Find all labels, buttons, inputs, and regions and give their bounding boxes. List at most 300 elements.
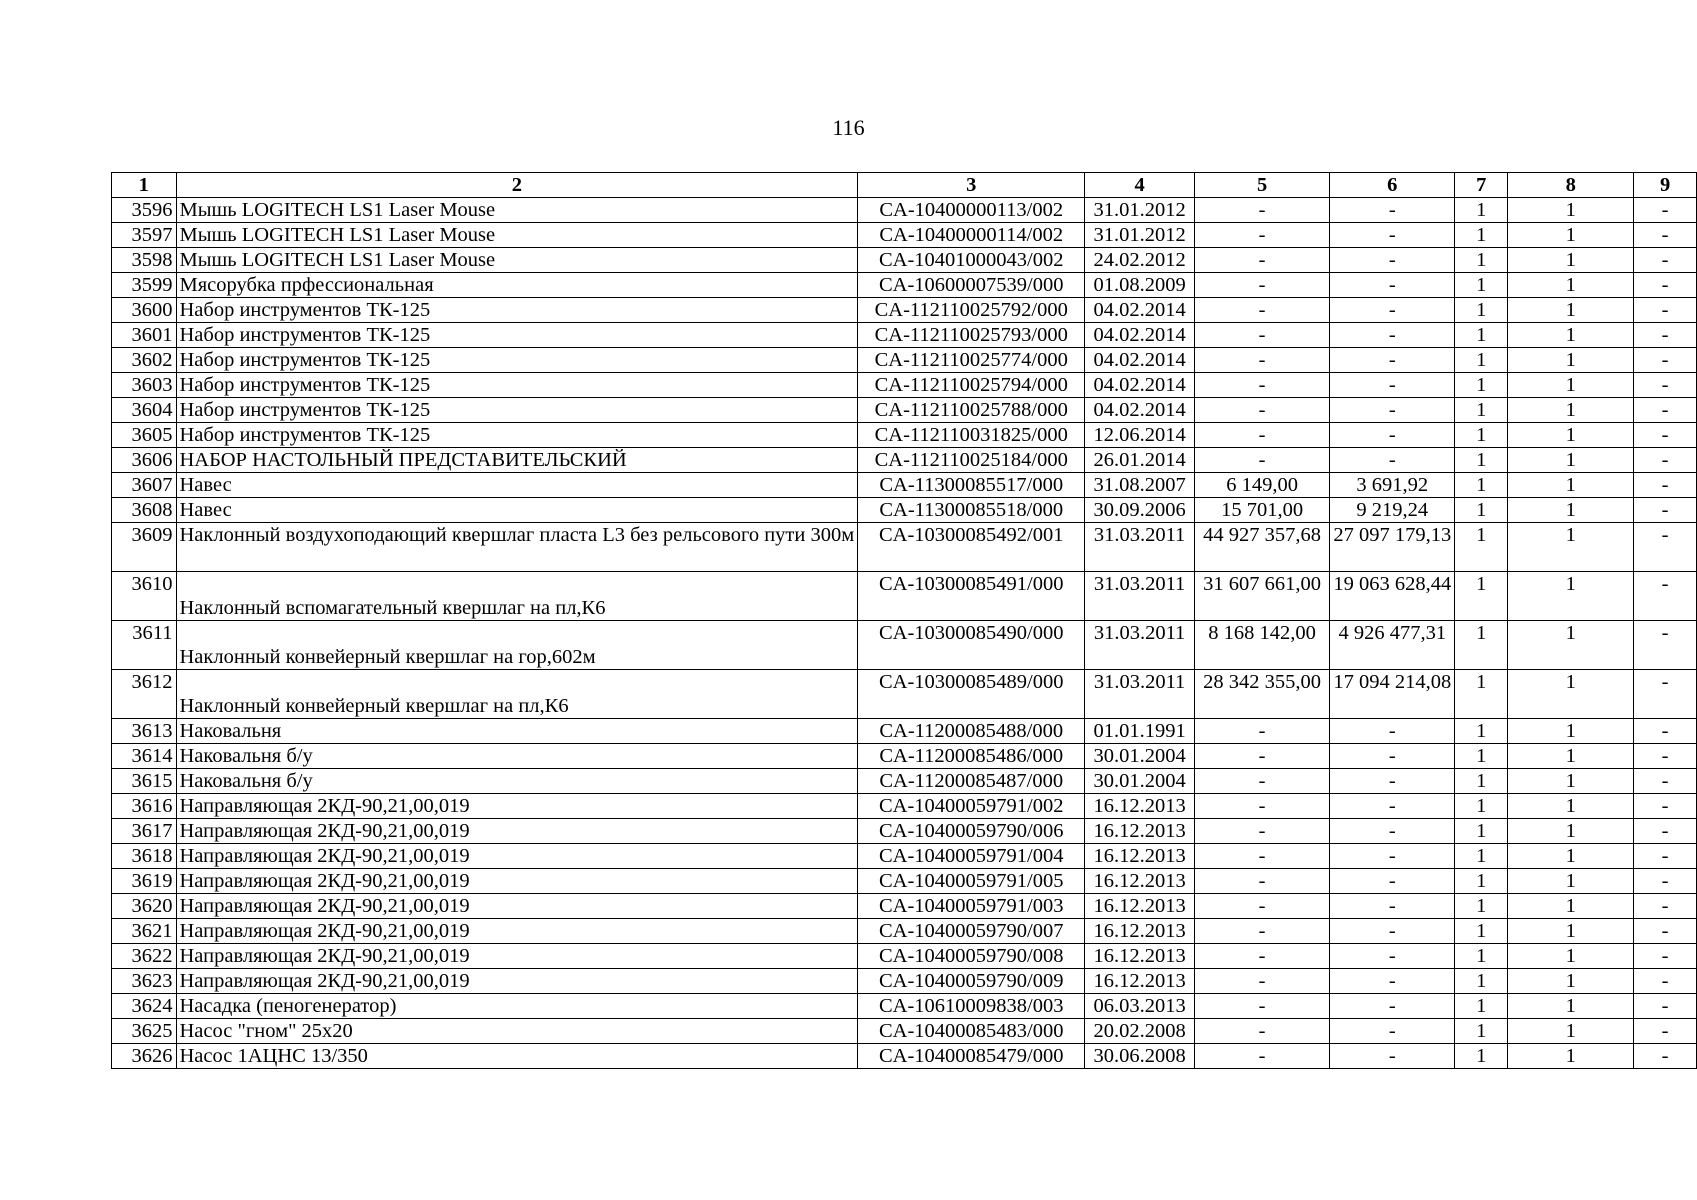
cost-cell: -	[1194, 869, 1329, 894]
qty-actual-cell: 1	[1508, 994, 1634, 1019]
item-name: Наковальня	[176, 719, 858, 744]
note-cell: -	[1634, 572, 1697, 621]
cost-cell: -	[1194, 944, 1329, 969]
table-row	[112, 273, 1697, 298]
qty-cell: 1	[1455, 223, 1508, 248]
note-cell: -	[1634, 621, 1697, 670]
item-name: Наковальня б/у	[176, 769, 858, 794]
date-cell: 16.12.2013	[1085, 819, 1195, 844]
date-cell: 31.03.2011	[1085, 670, 1195, 719]
date-cell: 16.12.2013	[1085, 794, 1195, 819]
item-name: Наклонный воздухоподающий квершлаг пласта L3 без рельсового пути 300м	[176, 523, 858, 572]
qty-actual-cell: 1	[1508, 1044, 1634, 1069]
qty-actual-cell: 1	[1508, 398, 1634, 423]
qty-cell: 1	[1455, 1019, 1508, 1044]
note-cell: -	[1634, 994, 1697, 1019]
residual-cell: 9 219,24	[1330, 498, 1455, 523]
note-cell: -	[1634, 398, 1697, 423]
cost-cell: -	[1194, 223, 1329, 248]
residual-cell: -	[1330, 1019, 1455, 1044]
column-header: 6	[1330, 173, 1455, 198]
note-cell: -	[1634, 423, 1697, 448]
qty-cell: 1	[1455, 944, 1508, 969]
inventory-code: CA-11200085486/000	[858, 744, 1085, 769]
cost-cell: -	[1194, 448, 1329, 473]
qty-cell: 1	[1455, 869, 1508, 894]
row-number: 3600	[112, 298, 177, 323]
table-row	[112, 323, 1697, 348]
qty-cell: 1	[1455, 572, 1508, 621]
inventory-code: CA-112110031825/000	[858, 423, 1085, 448]
item-name: Набор инструментов ТК-125	[176, 423, 858, 448]
cost-cell: -	[1194, 719, 1329, 744]
note-cell: -	[1634, 473, 1697, 498]
residual-cell: -	[1330, 198, 1455, 223]
page-number: 116	[832, 115, 865, 140]
residual-cell: -	[1330, 373, 1455, 398]
item-name: Направляющая 2КД-90,21,00,019	[176, 844, 858, 869]
qty-cell: 1	[1455, 719, 1508, 744]
cost-cell: 44 927 357,68	[1194, 523, 1329, 572]
cost-cell: -	[1194, 744, 1329, 769]
inventory-code: CA-10401000043/002	[858, 248, 1085, 273]
cost-cell: -	[1194, 969, 1329, 994]
inventory-code: CA-112110025774/000	[858, 348, 1085, 373]
cost-cell: -	[1194, 1044, 1329, 1069]
date-cell: 31.03.2011	[1085, 621, 1195, 670]
date-cell: 20.02.2008	[1085, 1019, 1195, 1044]
qty-cell: 1	[1455, 373, 1508, 398]
date-cell: 01.01.1991	[1085, 719, 1195, 744]
note-cell: -	[1634, 323, 1697, 348]
qty-cell: 1	[1455, 323, 1508, 348]
note-cell: -	[1634, 273, 1697, 298]
item-name: Направляющая 2КД-90,21,00,019	[176, 919, 858, 944]
inventory-code: CA-10400059791/005	[858, 869, 1085, 894]
table-row	[112, 844, 1697, 869]
note-cell: -	[1634, 794, 1697, 819]
column-header: 3	[858, 173, 1085, 198]
note-cell: -	[1634, 223, 1697, 248]
date-cell: 04.02.2014	[1085, 373, 1195, 398]
column-header: 4	[1085, 173, 1195, 198]
table-row	[112, 670, 1697, 719]
inventory-code: CA-10400059791/003	[858, 894, 1085, 919]
residual-cell: -	[1330, 844, 1455, 869]
item-name: Направляющая 2КД-90,21,00,019	[176, 969, 858, 994]
qty-cell: 1	[1455, 523, 1508, 572]
note-cell: -	[1634, 844, 1697, 869]
note-cell: -	[1634, 819, 1697, 844]
qty-actual-cell: 1	[1508, 844, 1634, 869]
inventory-code: CA-11300085517/000	[858, 473, 1085, 498]
qty-actual-cell: 1	[1508, 819, 1634, 844]
cost-cell: -	[1194, 198, 1329, 223]
qty-cell: 1	[1455, 919, 1508, 944]
residual-cell: -	[1330, 794, 1455, 819]
inventory-code: CA-10400085479/000	[858, 1044, 1085, 1069]
note-cell: -	[1634, 448, 1697, 473]
residual-cell: -	[1330, 348, 1455, 373]
row-number: 3597	[112, 223, 177, 248]
column-header: 5	[1194, 173, 1329, 198]
date-cell: 04.02.2014	[1085, 348, 1195, 373]
row-number: 3602	[112, 348, 177, 373]
note-cell: -	[1634, 919, 1697, 944]
table-row	[112, 719, 1697, 744]
item-name: Набор инструментов ТК-125	[176, 298, 858, 323]
column-header: 8	[1508, 173, 1634, 198]
qty-cell: 1	[1455, 994, 1508, 1019]
inventory-code: CA-10300085490/000	[858, 621, 1085, 670]
cost-cell: -	[1194, 398, 1329, 423]
date-cell: 16.12.2013	[1085, 969, 1195, 994]
row-number: 3603	[112, 373, 177, 398]
cost-cell: -	[1194, 423, 1329, 448]
inventory-code: CA-112110025788/000	[858, 398, 1085, 423]
cost-cell: 31 607 661,00	[1194, 572, 1329, 621]
row-number: 3620	[112, 894, 177, 919]
residual-cell: -	[1330, 1044, 1455, 1069]
qty-actual-cell: 1	[1508, 348, 1634, 373]
note-cell: -	[1634, 894, 1697, 919]
row-number: 3616	[112, 794, 177, 819]
residual-cell: -	[1330, 919, 1455, 944]
item-name: Насадка (пеногенератор)	[176, 994, 858, 1019]
date-cell: 31.01.2012	[1085, 223, 1195, 248]
residual-cell: -	[1330, 248, 1455, 273]
cost-cell: -	[1194, 298, 1329, 323]
cost-cell: -	[1194, 894, 1329, 919]
residual-cell: 3 691,92	[1330, 473, 1455, 498]
cost-cell: -	[1194, 1019, 1329, 1044]
qty-actual-cell: 1	[1508, 223, 1634, 248]
column-header: 7	[1455, 173, 1508, 198]
table-row	[112, 794, 1697, 819]
qty-cell: 1	[1455, 670, 1508, 719]
inventory-code: CA-10610009838/003	[858, 994, 1085, 1019]
residual-cell: -	[1330, 448, 1455, 473]
table-row	[112, 994, 1697, 1019]
table-row	[112, 1044, 1697, 1069]
row-number: 3617	[112, 819, 177, 844]
qty-actual-cell: 1	[1508, 719, 1634, 744]
qty-actual-cell: 1	[1508, 273, 1634, 298]
item-name: Мышь LOGITECH LS1 Laser Mouse	[176, 223, 858, 248]
inventory-code: CA-10400059790/006	[858, 819, 1085, 844]
row-number: 3607	[112, 473, 177, 498]
residual-cell: -	[1330, 969, 1455, 994]
item-name: Наковальня б/у	[176, 744, 858, 769]
qty-actual-cell: 1	[1508, 473, 1634, 498]
note-cell: -	[1634, 744, 1697, 769]
table-row	[112, 1019, 1697, 1044]
date-cell: 04.02.2014	[1085, 298, 1195, 323]
cost-cell: 6 149,00	[1194, 473, 1329, 498]
residual-cell: -	[1330, 894, 1455, 919]
table-row	[112, 523, 1697, 572]
row-number: 3604	[112, 398, 177, 423]
row-number: 3608	[112, 498, 177, 523]
item-name: Насос 1АЦНС 13/350	[176, 1044, 858, 1069]
inventory-code: CA-112110025793/000	[858, 323, 1085, 348]
note-cell: -	[1634, 1019, 1697, 1044]
cost-cell: -	[1194, 248, 1329, 273]
inventory-code: CA-112110025794/000	[858, 373, 1085, 398]
cost-cell: -	[1194, 919, 1329, 944]
row-number: 3623	[112, 969, 177, 994]
row-number: 3624	[112, 994, 177, 1019]
note-cell: -	[1634, 298, 1697, 323]
note-cell: -	[1634, 670, 1697, 719]
cost-cell: -	[1194, 994, 1329, 1019]
table-row	[112, 498, 1697, 523]
qty-actual-cell: 1	[1508, 919, 1634, 944]
date-cell: 31.08.2007	[1085, 473, 1195, 498]
table-body	[112, 198, 1697, 1069]
row-number: 3618	[112, 844, 177, 869]
residual-cell: -	[1330, 223, 1455, 248]
qty-cell: 1	[1455, 621, 1508, 670]
row-number: 3613	[112, 719, 177, 744]
qty-actual-cell: 1	[1508, 670, 1634, 719]
table-row	[112, 448, 1697, 473]
note-cell: -	[1634, 523, 1697, 572]
residual-cell: 4 926 477,31	[1330, 621, 1455, 670]
date-cell: 16.12.2013	[1085, 944, 1195, 969]
qty-actual-cell: 1	[1508, 869, 1634, 894]
qty-cell: 1	[1455, 894, 1508, 919]
table-row	[112, 869, 1697, 894]
residual-cell: -	[1330, 298, 1455, 323]
row-number: 3609	[112, 523, 177, 572]
row-number: 3612	[112, 670, 177, 719]
cost-cell: 8 168 142,00	[1194, 621, 1329, 670]
residual-cell: -	[1330, 423, 1455, 448]
item-name: Насос "гном" 25х20	[176, 1019, 858, 1044]
qty-cell: 1	[1455, 248, 1508, 273]
item-name: Мясорубка прфессиональная	[176, 273, 858, 298]
date-cell: 16.12.2013	[1085, 894, 1195, 919]
row-number: 3615	[112, 769, 177, 794]
item-name: Мышь LOGITECH LS1 Laser Mouse	[176, 248, 858, 273]
inventory-code: CA-10600007539/000	[858, 273, 1085, 298]
table-row	[112, 769, 1697, 794]
qty-actual-cell: 1	[1508, 621, 1634, 670]
qty-actual-cell: 1	[1508, 373, 1634, 398]
qty-cell: 1	[1455, 273, 1508, 298]
date-cell: 12.06.2014	[1085, 423, 1195, 448]
qty-cell: 1	[1455, 198, 1508, 223]
qty-cell: 1	[1455, 794, 1508, 819]
note-cell: -	[1634, 373, 1697, 398]
table-row	[112, 919, 1697, 944]
row-number: 3610	[112, 572, 177, 621]
row-number: 3606	[112, 448, 177, 473]
inventory-code: CA-10400000113/002	[858, 198, 1085, 223]
inventory-code: CA-10300085492/001	[858, 523, 1085, 572]
item-name: Направляющая 2КД-90,21,00,019	[176, 869, 858, 894]
table-row	[112, 398, 1697, 423]
note-cell: -	[1634, 719, 1697, 744]
inventory-code: CA-10300085491/000	[858, 572, 1085, 621]
residual-cell: 17 094 214,08	[1330, 670, 1455, 719]
date-cell: 16.12.2013	[1085, 869, 1195, 894]
qty-actual-cell: 1	[1508, 298, 1634, 323]
cost-cell: -	[1194, 844, 1329, 869]
residual-cell: -	[1330, 323, 1455, 348]
date-cell: 30.01.2004	[1085, 769, 1195, 794]
qty-actual-cell: 1	[1508, 894, 1634, 919]
table-row	[112, 819, 1697, 844]
qty-actual-cell: 1	[1508, 198, 1634, 223]
note-cell: -	[1634, 769, 1697, 794]
qty-cell: 1	[1455, 348, 1508, 373]
note-cell: -	[1634, 969, 1697, 994]
table-row	[112, 198, 1697, 223]
item-name: Наклонный вспомагательный квершлаг на пл,К6	[176, 572, 858, 621]
inventory-code: CA-112110025184/000	[858, 448, 1085, 473]
table-row	[112, 298, 1697, 323]
date-cell: 31.03.2011	[1085, 523, 1195, 572]
date-cell: 31.03.2011	[1085, 572, 1195, 621]
residual-cell: -	[1330, 719, 1455, 744]
table-row	[112, 944, 1697, 969]
table-row	[112, 572, 1697, 621]
row-number: 3619	[112, 869, 177, 894]
date-cell: 04.02.2014	[1085, 398, 1195, 423]
row-number: 3614	[112, 744, 177, 769]
note-cell: -	[1634, 198, 1697, 223]
cost-cell: -	[1194, 794, 1329, 819]
cost-cell: -	[1194, 819, 1329, 844]
qty-actual-cell: 1	[1508, 448, 1634, 473]
date-cell: 30.01.2004	[1085, 744, 1195, 769]
note-cell: -	[1634, 1044, 1697, 1069]
qty-actual-cell: 1	[1508, 944, 1634, 969]
item-name: Набор инструментов ТК-125	[176, 373, 858, 398]
residual-cell: -	[1330, 398, 1455, 423]
note-cell: -	[1634, 348, 1697, 373]
column-header: 2	[176, 173, 858, 198]
residual-cell: -	[1330, 273, 1455, 298]
row-number: 3598	[112, 248, 177, 273]
qty-actual-cell: 1	[1508, 744, 1634, 769]
row-number: 3621	[112, 919, 177, 944]
table-row	[112, 223, 1697, 248]
row-number: 3596	[112, 198, 177, 223]
cost-cell: 28 342 355,00	[1194, 670, 1329, 719]
inventory-code: CA-10400059791/004	[858, 844, 1085, 869]
item-name: Мышь LOGITECH LS1 Laser Mouse	[176, 198, 858, 223]
row-number: 3605	[112, 423, 177, 448]
table-row	[112, 473, 1697, 498]
table-row	[112, 423, 1697, 448]
item-name: Направляющая 2КД-90,21,00,019	[176, 819, 858, 844]
inventory-code: CA-112110025792/000	[858, 298, 1085, 323]
table-row	[112, 969, 1697, 994]
inventory-code: CA-11200085487/000	[858, 769, 1085, 794]
header-row	[112, 173, 1697, 198]
row-number: 3611	[112, 621, 177, 670]
inventory-code: CA-10400059791/002	[858, 794, 1085, 819]
date-cell: 16.12.2013	[1085, 919, 1195, 944]
item-name: НАБОР НАСТОЛЬНЫЙ ПРЕДСТАВИТЕЛЬСКИЙ	[176, 448, 858, 473]
table-row	[112, 373, 1697, 398]
inventory-table	[111, 172, 1697, 1069]
date-cell: 30.06.2008	[1085, 1044, 1195, 1069]
qty-actual-cell: 1	[1508, 1019, 1634, 1044]
note-cell: -	[1634, 869, 1697, 894]
qty-cell: 1	[1455, 844, 1508, 869]
item-name: Набор инструментов ТК-125	[176, 323, 858, 348]
qty-cell: 1	[1455, 744, 1508, 769]
item-name: Направляющая 2КД-90,21,00,019	[176, 894, 858, 919]
cost-cell: -	[1194, 348, 1329, 373]
item-name: Навес	[176, 473, 858, 498]
inventory-code: CA-11200085488/000	[858, 719, 1085, 744]
qty-actual-cell: 1	[1508, 969, 1634, 994]
qty-cell: 1	[1455, 398, 1508, 423]
residual-cell: 27 097 179,13	[1330, 523, 1455, 572]
inventory-code: CA-10400059790/007	[858, 919, 1085, 944]
inventory-code: CA-11300085518/000	[858, 498, 1085, 523]
item-name: Наклонный конвейерный квершлаг на пл,К6	[176, 670, 858, 719]
row-number: 3625	[112, 1019, 177, 1044]
row-number: 3601	[112, 323, 177, 348]
residual-cell: -	[1330, 819, 1455, 844]
item-name: Направляющая 2КД-90,21,00,019	[176, 794, 858, 819]
residual-cell: -	[1330, 994, 1455, 1019]
table-row	[112, 744, 1697, 769]
item-name: Набор инструментов ТК-125	[176, 348, 858, 373]
qty-cell: 1	[1455, 498, 1508, 523]
cost-cell: -	[1194, 273, 1329, 298]
inventory-code: CA-10400059790/009	[858, 969, 1085, 994]
date-cell: 04.02.2014	[1085, 323, 1195, 348]
note-cell: -	[1634, 498, 1697, 523]
qty-cell: 1	[1455, 448, 1508, 473]
qty-cell: 1	[1455, 298, 1508, 323]
table-row	[112, 348, 1697, 373]
date-cell: 26.01.2014	[1085, 448, 1195, 473]
cost-cell: -	[1194, 769, 1329, 794]
qty-actual-cell: 1	[1508, 523, 1634, 572]
qty-cell: 1	[1455, 423, 1508, 448]
qty-actual-cell: 1	[1508, 572, 1634, 621]
qty-cell: 1	[1455, 969, 1508, 994]
column-header: 9	[1634, 173, 1697, 198]
inventory-code: CA-10400000114/002	[858, 223, 1085, 248]
date-cell: 30.09.2006	[1085, 498, 1195, 523]
date-cell: 06.03.2013	[1085, 994, 1195, 1019]
qty-cell: 1	[1455, 1044, 1508, 1069]
qty-cell: 1	[1455, 769, 1508, 794]
note-cell: -	[1634, 944, 1697, 969]
row-number: 3626	[112, 1044, 177, 1069]
qty-actual-cell: 1	[1508, 248, 1634, 273]
row-number: 3622	[112, 944, 177, 969]
table-row	[112, 621, 1697, 670]
date-cell: 31.01.2012	[1085, 198, 1195, 223]
note-cell: -	[1634, 248, 1697, 273]
item-name: Набор инструментов ТК-125	[176, 398, 858, 423]
qty-actual-cell: 1	[1508, 323, 1634, 348]
residual-cell: 19 063 628,44	[1330, 572, 1455, 621]
item-name: Наклонный конвейерный квершлаг на гор,602м	[176, 621, 858, 670]
qty-actual-cell: 1	[1508, 769, 1634, 794]
table-row	[112, 248, 1697, 273]
